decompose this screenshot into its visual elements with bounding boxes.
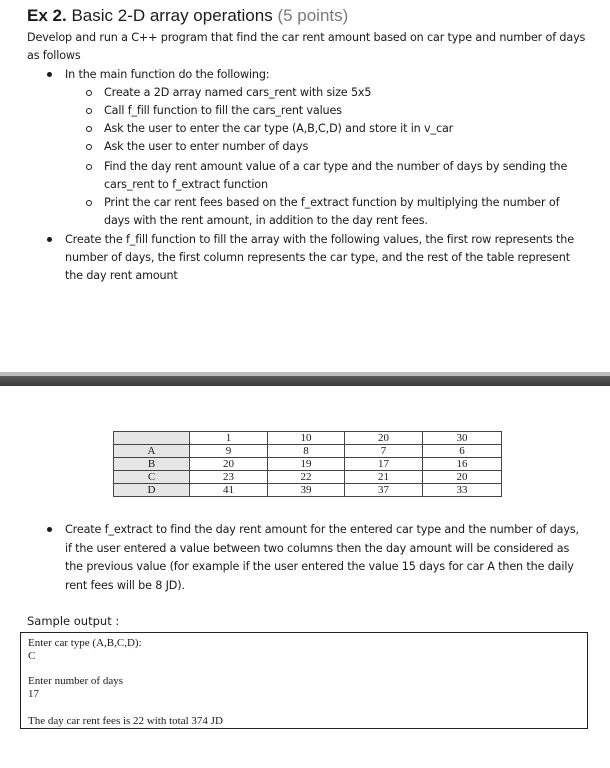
table-header-cell: 10 (268, 432, 345, 445)
table-row-header: B (114, 458, 190, 471)
sub-bullet-icon (86, 164, 92, 170)
table-cell: 9 (190, 445, 268, 458)
sub-bullet-icon (86, 108, 92, 114)
step-print-fees-line-1: Print the car rent fees based on the f_extract function by multiplying the number of (104, 196, 560, 209)
table-header-row (114, 432, 502, 445)
table-cell: 8 (268, 445, 345, 458)
table-row (114, 484, 502, 497)
exercise-heading: Basic 2-D array operations (71, 6, 273, 25)
sample-input-days: 17 (28, 688, 39, 700)
sample-input-car-type: C (28, 650, 36, 662)
bullet-icon (47, 527, 52, 532)
step-print-fees-line-2: days with the rent amount, in addition to the day rent fees. (104, 214, 428, 227)
sub-bullet-icon (86, 90, 92, 96)
intro-line-2: as follows (27, 49, 81, 62)
sub-bullet-icon (86, 144, 92, 150)
table-row (114, 471, 502, 484)
exercise-number: Ex 2. (27, 6, 67, 25)
fill-line-3: the day rent amount (65, 269, 178, 282)
table-cell: 21 (345, 471, 423, 484)
table-cell: 7 (345, 445, 423, 458)
sub-bullet-icon (86, 200, 92, 206)
intro-line-1: Develop and run a C++ program that find the car rent amount based on car type and number of days (27, 31, 586, 44)
table-cell: 20 (190, 458, 268, 471)
table-row-header: A (114, 445, 190, 458)
exercise-points: (5 points) (277, 6, 349, 25)
extract-line-4: rent fees will be 8 JD). (65, 579, 185, 592)
extract-line-1: Create f_extract to find the day rent amount for the entered car type and the number of days, (65, 523, 579, 536)
page-break-bar (0, 376, 610, 386)
table-cell: 6 (423, 445, 502, 458)
table-cell (114, 432, 190, 445)
table-cell: 41 (190, 484, 268, 497)
extract-line-2: if the user entered a value between two columns then the day amount will be considered as (65, 542, 570, 555)
fill-line-2: number of days, the first column represents the car type, and the rest of the table represent (65, 251, 570, 264)
bullet-icon (47, 237, 52, 242)
table-header-cell: 1 (190, 432, 268, 445)
step-create-array: Create a 2D array named cars_rent with size 5x5 (104, 86, 372, 99)
bullet-icon (47, 72, 52, 77)
table-cell: 20 (423, 471, 502, 484)
step-find-rent-line-1: Find the day rent amount value of a car type and the number of days by sending the (104, 160, 568, 173)
step-ask-car-type: Ask the user to enter the car type (A,B,C,D) and store it in v_car (104, 122, 454, 135)
step-ask-days: Ask the user to enter number of days (104, 140, 309, 153)
table-row (114, 445, 502, 458)
table-cell: 23 (190, 471, 268, 484)
table-cell: 37 (345, 484, 423, 497)
table-row-header: D (114, 484, 190, 497)
bullet-main-function: In the main function do the following: (65, 68, 270, 81)
table-header-cell: 30 (423, 432, 502, 445)
fill-line-1: Create the f_fill function to fill the array with the following values, the first row represents the (65, 233, 574, 246)
step-find-rent-line-2: cars_rent to f_extract function (104, 178, 268, 191)
table-cell: 17 (345, 458, 423, 471)
table-header-cell: 20 (345, 432, 423, 445)
sample-result: The day car rent fees is 22 with total 374 JD (28, 715, 223, 727)
sample-output-label: Sample output : (27, 614, 120, 628)
table-cell: 33 (423, 484, 502, 497)
exercise-title (27, 5, 348, 27)
extract-line-3: the previous value (for example if the user entered the value 15 days for car A then the daily (65, 560, 574, 573)
sub-bullet-icon (86, 126, 92, 132)
step-call-fill: Call f_fill function to fill the cars_rent values (104, 104, 342, 117)
table-cell: 19 (268, 458, 345, 471)
table-cell: 16 (423, 458, 502, 471)
sample-prompt-days: Enter number of days (28, 675, 123, 687)
table-cell: 39 (268, 484, 345, 497)
cars-rent-table (113, 431, 502, 497)
table-row (114, 458, 502, 471)
sample-output-box (20, 632, 588, 729)
table-cell: 22 (268, 471, 345, 484)
sample-prompt-car-type: Enter car type (A,B,C,D): (28, 637, 142, 649)
table-row-header: C (114, 471, 190, 484)
